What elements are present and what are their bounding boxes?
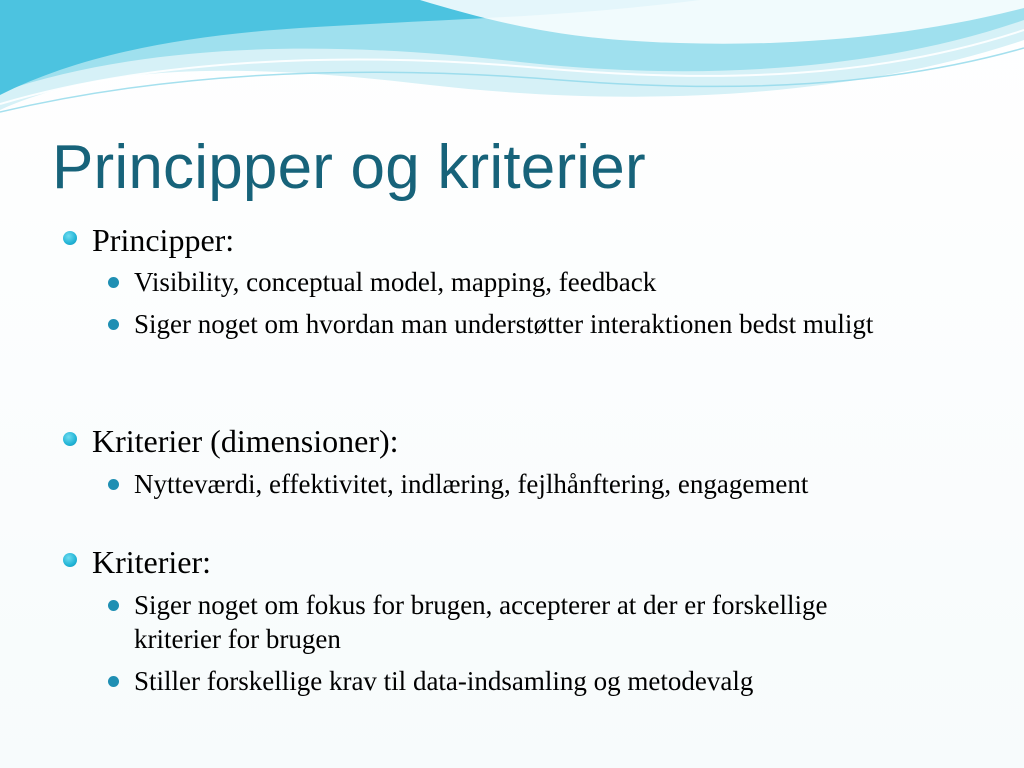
list-item <box>134 588 864 656</box>
section-heading-kriterier-dimensioner <box>92 423 399 459</box>
list-item-text: Nytteværdi, effektivitet, indlæring, fejlhånftering, engagement <box>134 469 809 499</box>
section-heading-text: Kriterier: <box>92 544 212 580</box>
list-item-text: Stiller forskellige krav til data-indsamling og metodevalg <box>134 666 754 696</box>
bullet-icon <box>63 432 77 446</box>
list-item <box>134 664 934 698</box>
bullet-icon <box>108 600 119 611</box>
list-item-text: Visibility, conceptual model, mapping, feedback <box>134 267 657 297</box>
bullet-icon <box>108 277 119 288</box>
section-heading-kriterier <box>92 544 211 580</box>
section-heading-text: Principper: <box>92 222 235 258</box>
bullet-icon <box>63 231 77 245</box>
list-item <box>134 265 914 299</box>
bullet-icon <box>63 553 77 567</box>
list-item-text: Siger noget om fokus for brugen, accepterer at der er forskellige kriterier for brugen <box>134 590 828 654</box>
section-heading-text: Kriterier (dimensioner): <box>92 423 399 459</box>
bullet-icon <box>108 319 119 330</box>
list-item-text: Siger noget om hvordan man understøtter interaktionen bedst muligt <box>134 309 874 339</box>
slide-title: Principper og kriterier <box>52 133 646 202</box>
list-item <box>134 467 834 501</box>
list-item <box>134 307 914 341</box>
bullet-icon <box>108 479 119 490</box>
bullet-icon <box>108 676 119 687</box>
section-heading-principper <box>92 222 234 258</box>
